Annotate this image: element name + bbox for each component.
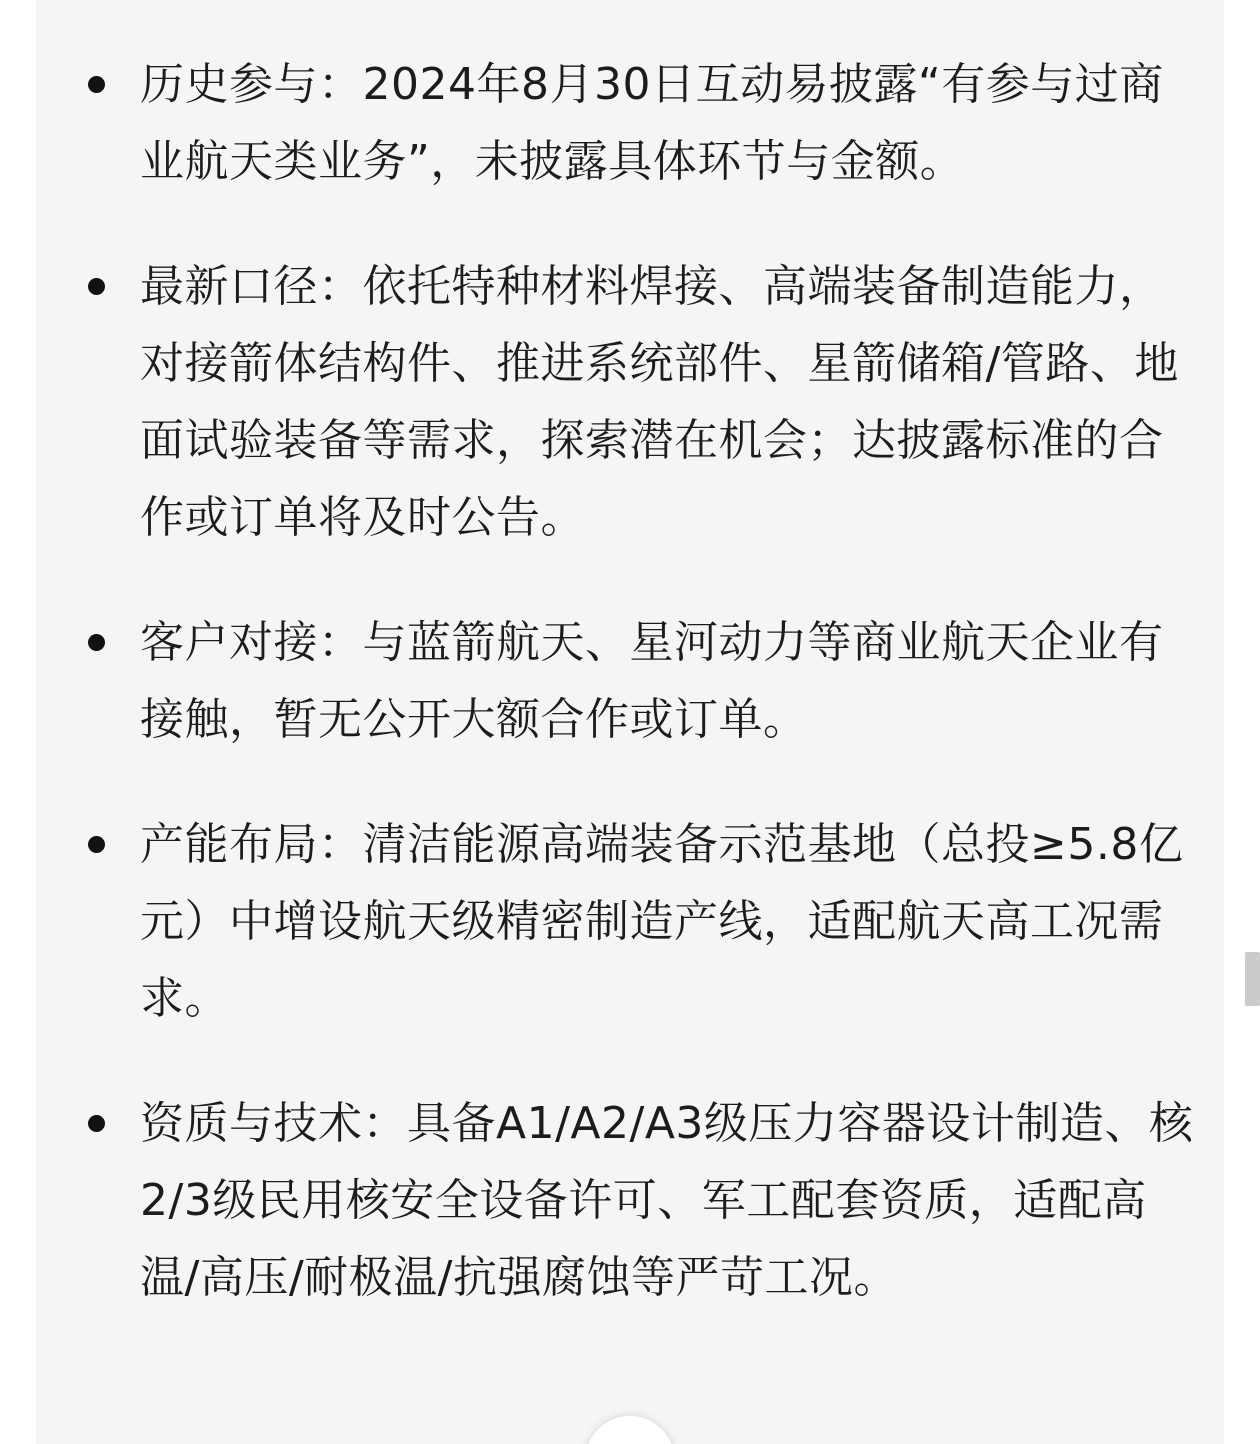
list-item-text: 客户对接：与蓝箭航天、星河动力等商业航天企业有接触，暂无公开大额合作或订单。: [140, 617, 1164, 745]
bullet-icon: [88, 634, 105, 651]
content-card: [36, 0, 1224, 1444]
bullet-icon: [88, 836, 105, 853]
list-item-text: 资质与技术：具备A1/A2/A3级压力容器设计制造、核2/3级民用核安全设备许可、军工配套资质，适配高温/高压/耐极温/抗强腐蚀等严苛工况。: [140, 1098, 1194, 1303]
list-item: [36, 604, 1224, 758]
list-item-text: 产能布局：清洁能源高端装备示范基地（总投≥5.8亿元）中增设航天级精密制造产线，适配航天高工况需求。: [140, 819, 1184, 1024]
bullet-list: [36, 46, 1224, 1364]
list-item-text: 最新口径：依托特种材料焊接、高端装备制造能力，对接箭体结构件、推进系统部件、星箭储箱/管路、地面试验装备等需求，探索潜在机会；达披露标准的合作或订单将及时公告。: [140, 261, 1179, 543]
scrollbar-thumb[interactable]: [1245, 952, 1260, 1006]
list-item: [36, 248, 1224, 556]
list-item-text: 历史参与：2024年8月30日互动易披露“有参与过商业航天类业务”，未披露具体环节与金额。: [140, 59, 1164, 187]
list-item: [36, 806, 1224, 1037]
bullet-icon: [88, 1115, 105, 1132]
list-item: [36, 1085, 1224, 1316]
bullet-icon: [88, 76, 105, 93]
bullet-icon: [88, 278, 105, 295]
list-item: [36, 46, 1224, 200]
